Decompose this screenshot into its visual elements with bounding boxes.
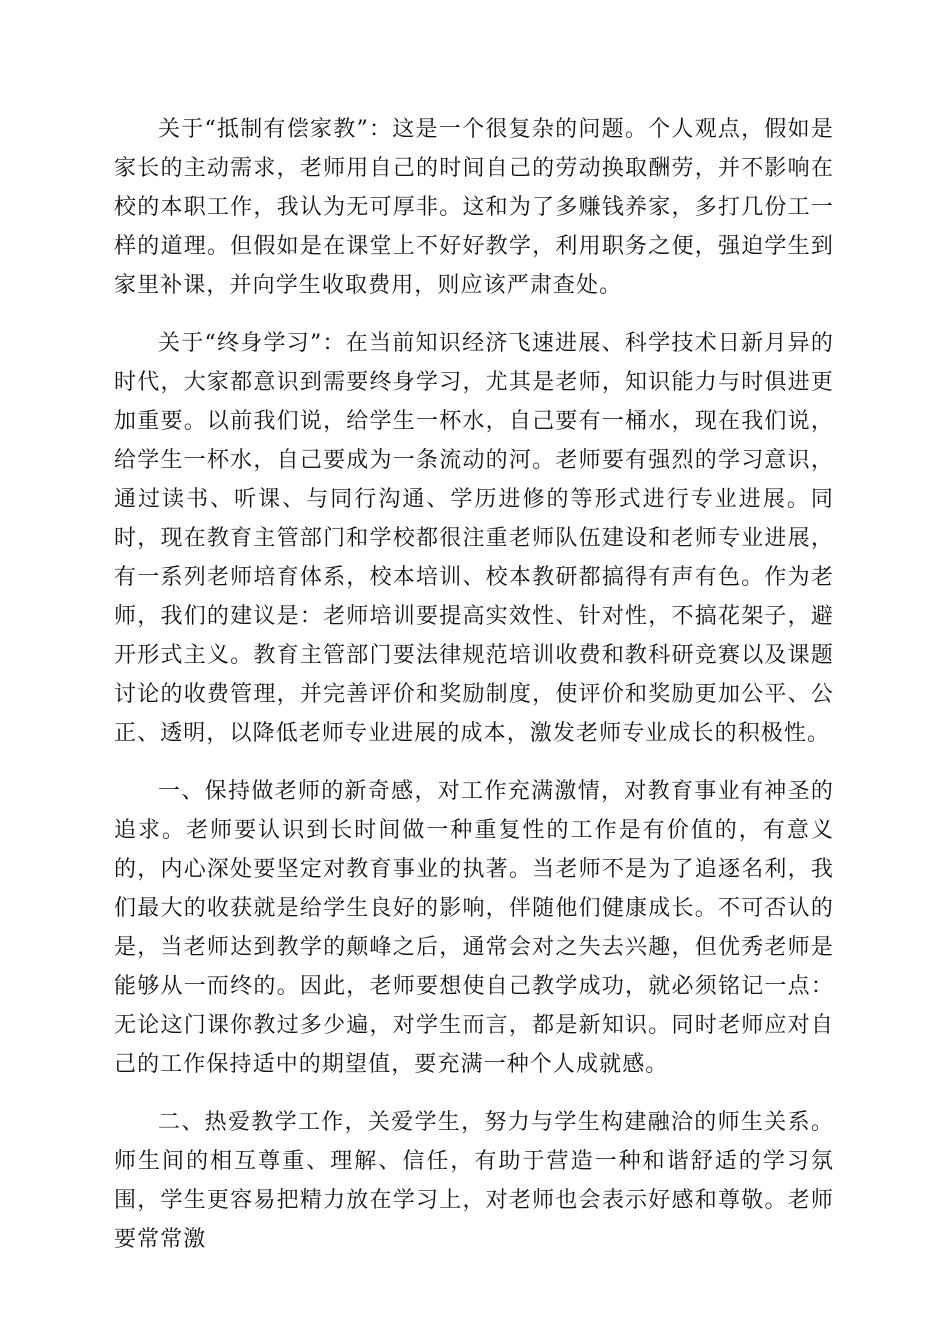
document-body [114,110,834,1278]
paragraph-paid-tutoring: 关于“抵制有偿家教”：这是一个很复杂的问题。个人观点，假如是家长的主动需求，老师用自己的时间自己的劳动换取酬劳，并不影响在校的本职工作，我认为无可厚非。这和为了多赚钱养家，多打几份工一样的道理。但假如是在课堂上不好好教学，利用职务之便，强迫学生到家里补课，并向学生收取费用，则应该严肃查处。 [114,117,834,298]
paragraph-lifelong-learning: 关于“终身学习”：在当前知识经济飞速进展、科学技术日新月异的时代，大家都意识到需要终身学习，尤其是老师，知识能力与时俱进更加重要。以前我们说，给学生一杯水，自己要有一桶水，现在我们说，给学生一杯水，自己要成为一条流动的河。老师要有强烈的学习意识，通过读书、听课、与同行沟通、学历进修的等形式进行专业进展。同时，现在教育主管部门和学校都很注重老师队伍建设和老师专业进展，有一系列老师培育体系，校本培训、校本教研都搞得有声有色。作为老师，我们的建议是：老师培训要提高实效性、针对性，不搞花架子，避开形式主义。教育主管部门要法律规范培训收费和教科研竞赛以及课题讨论的收费管理，并完善评价和奖励制度，使评价和奖励更加公平、公正、透明，以降低老师专业进展的成本，激发老师专业成长的积极性。 [114,331,834,746]
paragraph-point-one: 一、保持做老师的新奇感，对工作充满激情，对教育事业有神圣的追求。老师要认识到长时间做一种重复性的工作是有价值的，有意义的，内心深处要坚定对教育事业的执著。当老师不是为了追逐名利，我们最大的收获就是给学生良好的影响，伴随他们健康成长。不可否认的是，当老师达到教学的颠峰之后，通常会对之失去兴趣，但优秀老师是能够从一而终的。因此，老师要想使自己教学成功，就必须铭记一点：无论这门课你教过多少遍，对学生而言，都是新知识。同时老师应对自己的工作保持适中的期望值，要充满一种个人成就感。 [114,779,834,1077]
paragraph-point-two: 二、热爱教学工作，关爱学生，努力与学生构建融洽的师生关系。师生间的相互尊重、理解、信任，有助于营造一种和谐舒适的学习氛围，学生更容易把精力放在学习上，对老师也会表示好感和尊敬。老师要常常激 [114,1110,834,1252]
